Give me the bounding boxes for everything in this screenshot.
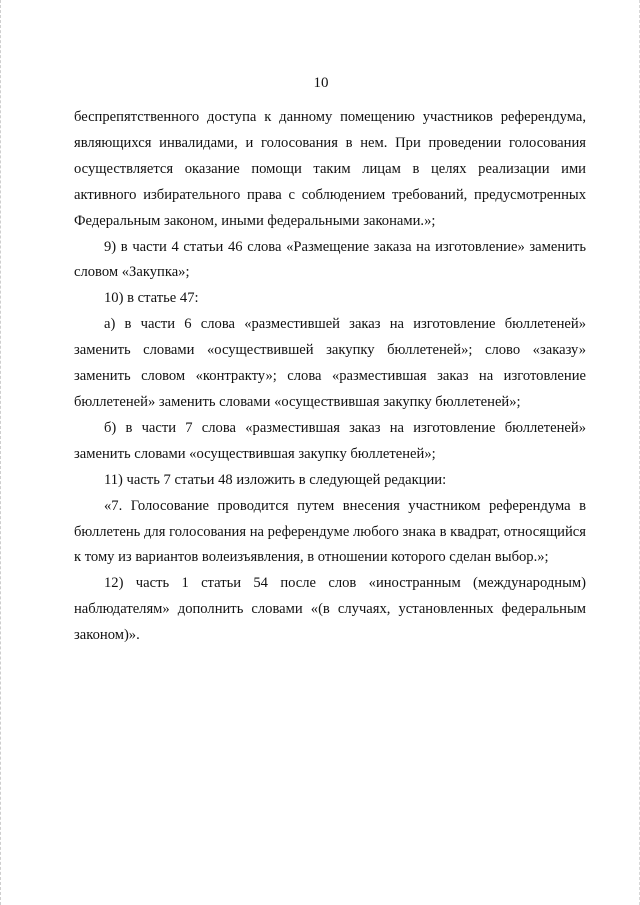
paragraph-quoted-part-7: «7. Голосование проводится путем внесения участником референдума в бюллетень для голосования на референдуме любого знака в квадрат, относящийся к тому из вариантов волеизъявления, в отношении которого сделан выбор.»; <box>74 497 586 566</box>
paragraph-subitem-b: б) в части 7 слова «разместившая заказ на изготовление бюллетеней» заменить словами «осуществившая закупку бюллетеней»; <box>74 419 586 462</box>
paragraph-item-9: 9) в части 4 статьи 46 слова «Размещение заказа на изготовление» заменить словом «Закупка»; <box>74 238 586 281</box>
paragraph-item-12: 12) часть 1 статьи 54 после слов «иностранным (международным) наблюдателям» дополнить словами «(в случаях, установленных федеральным законом)». <box>74 575 586 644</box>
page-number: 10 <box>313 75 329 91</box>
paragraph-continuation: беспрепятственного доступа к данному помещению участников референдума, являющихся инвалидами, и голосования в нем. При проведении голосования осуществляется оказание помощи таким лицам в целях реализации ими активного избирательного права с соблюдением требований, предусмотренных Федеральным законом, иными федеральными законами.»; <box>74 109 586 229</box>
paragraph-subitem-a: а) в части 6 слова «разместившей заказ на изготовление бюллетеней» заменить словами «осуществившей закупку бюллетеней»; слово «заказу» заменить словом «контракту»; слова «разместившая заказ на изготовление бюллетеней» заменить словами «осуществившая закупку бюллетеней»; <box>74 316 586 410</box>
paragraph-item-10: 10) в статье 47: <box>104 290 199 307</box>
document-body <box>74 105 586 649</box>
paragraph-item-11: 11) часть 7 статьи 48 изложить в следующей редакции: <box>104 471 447 488</box>
